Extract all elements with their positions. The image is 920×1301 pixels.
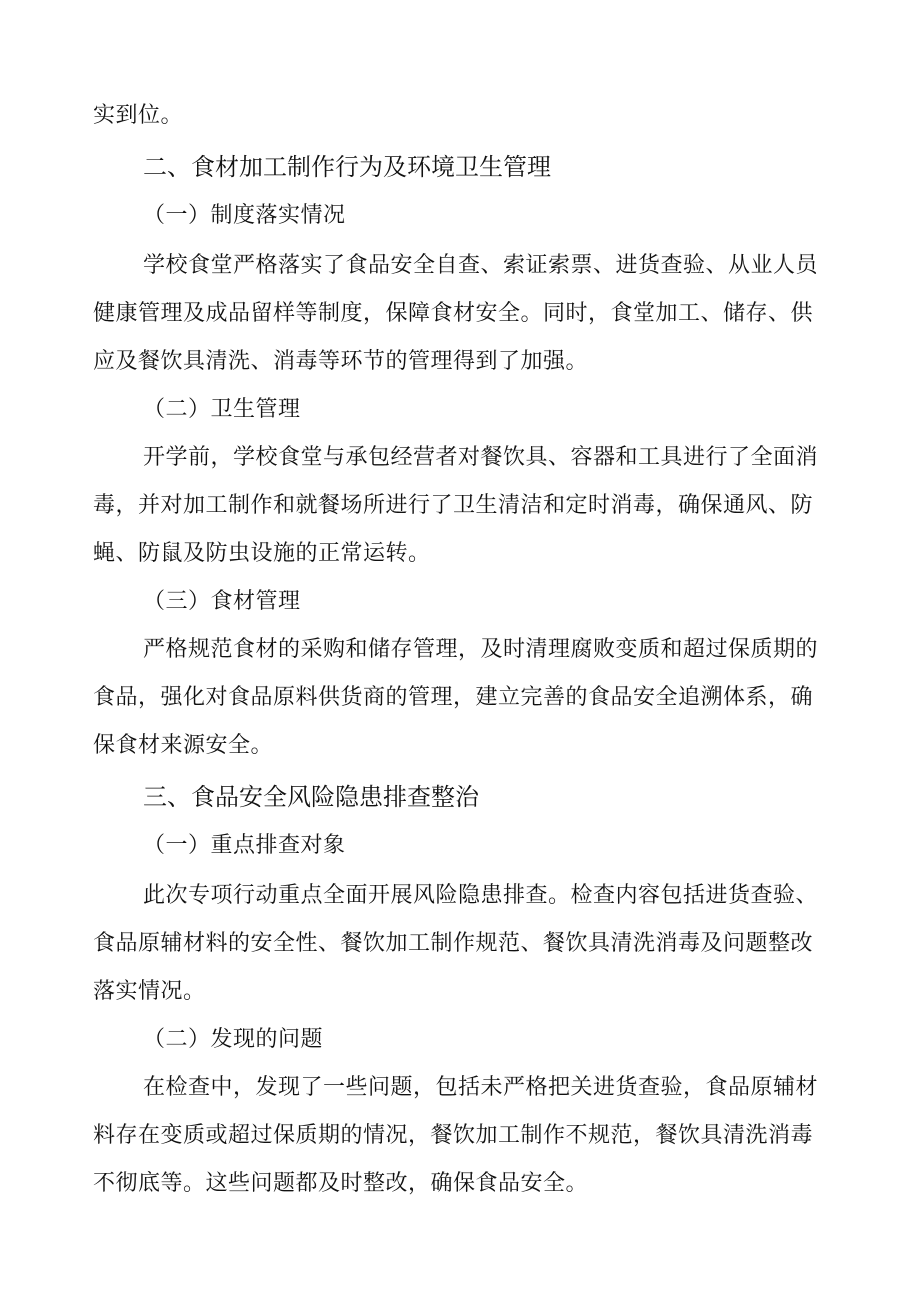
body-line: 健康管理及成品留样等制度，保障食材安全。同时，食堂加工、储存、供 — [93, 301, 814, 326]
body-line: 毒，并对加工制作和就餐场所进行了卫生清洁和定时消毒，确保通风、防 — [93, 493, 814, 518]
subsection-heading: （一）重点排查对象 — [143, 833, 346, 858]
body-line: 保食材来源安全。 — [93, 733, 274, 758]
subsection-heading: （二）发现的问题 — [143, 1027, 324, 1052]
body-line: 在检查中，发现了一些问题，包括未严格把关进货查验，食品原辅材 — [143, 1075, 819, 1100]
body-line: 食品，强化对食品原料供货商的管理，建立完善的食品安全追溯体系，确 — [93, 685, 814, 710]
body-line: 实到位。 — [93, 103, 184, 128]
body-line: 开学前，学校食堂与承包经营者对餐饮具、容器和工具进行了全面消 — [143, 445, 819, 470]
body-line: 严格规范食材的采购和储存管理，及时清理腐败变质和超过保质期的 — [143, 637, 819, 662]
body-line: 应及餐饮具清洗、消毒等环节的管理得到了加强。 — [93, 349, 589, 374]
body-line: 学校食堂严格落实了食品安全自查、索证索票、进货查验、从业人员 — [143, 253, 819, 278]
subsection-heading: （三）食材管理 — [143, 589, 301, 614]
body-line: 不彻底等。这些问题都及时整改，确保食品安全。 — [93, 1171, 589, 1196]
body-line: 蝇、防鼠及防虫设施的正常运转。 — [93, 541, 431, 566]
body-line: 料存在变质或超过保质期的情况，餐饮加工制作不规范，餐饮具清洗消毒 — [93, 1123, 814, 1148]
body-line: 此次专项行动重点全面开展风险隐患排查。检查内容包括进货查验、 — [143, 883, 819, 908]
subsection-heading: （二）卫生管理 — [143, 397, 301, 422]
section-heading: 三、食品安全风险隐患排查整治 — [143, 783, 479, 811]
body-line: 食品原辅材料的安全性、餐饮加工制作规范、餐饮具清洗消毒及问题整改 — [93, 931, 814, 956]
body-line: 落实情况。 — [93, 979, 206, 1004]
section-heading: 二、食材加工制作行为及环境卫生管理 — [143, 153, 551, 181]
subsection-heading: （一）制度落实情况 — [143, 203, 346, 228]
